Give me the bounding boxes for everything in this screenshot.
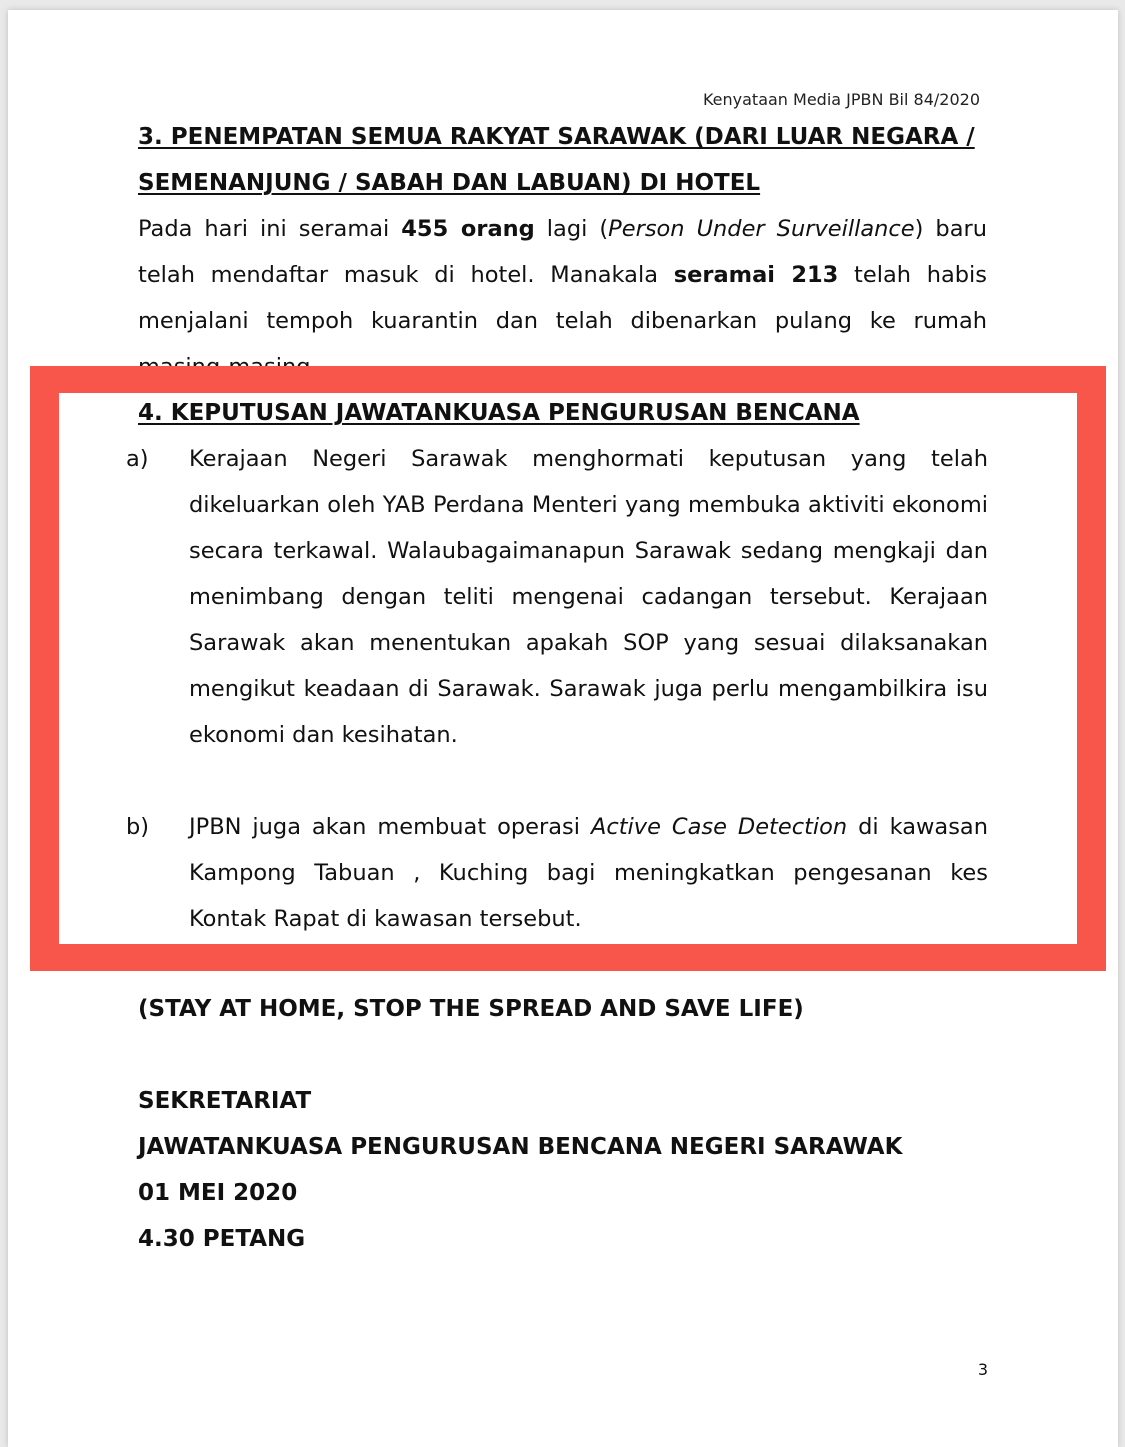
section-3-heading: 3. PENEMPATAN SEMUA RAKYAT SARAWAK (DARI LUAR NEGARA / SEMENANJUNG / SABAH DAN LABUAN) DI HOTEL bbox=[138, 124, 975, 196]
list-marker-a: a) bbox=[126, 446, 149, 472]
text-run: JPBN juga akan membuat operasi bbox=[189, 814, 591, 840]
signature-secretariat: SEKRETARIAT bbox=[138, 1088, 312, 1114]
text-run: di kawasan Kampong Tabuan , Kuching bagi meningkatkan pengesanan kes Kontak Rapat di kawasan tersebut. bbox=[189, 814, 988, 932]
completed-count: seramai 213 bbox=[673, 262, 839, 288]
section-3-paragraph bbox=[138, 206, 987, 390]
list-item-b-text bbox=[189, 804, 988, 942]
pus-count: 455 orang bbox=[401, 216, 535, 242]
signature-time: 4.30 PETANG bbox=[138, 1226, 306, 1252]
list-item-b bbox=[126, 804, 988, 942]
text-run: Pada hari ini seramai bbox=[138, 216, 402, 242]
list-item-a bbox=[126, 436, 988, 758]
text-run: ) baru telah mendaftar masuk di hotel. Manakala bbox=[138, 216, 987, 288]
document-page bbox=[8, 10, 1118, 1447]
active-case-detection-term: Active Case Detection bbox=[590, 814, 848, 840]
list-marker-b: b) bbox=[126, 814, 150, 840]
text-run: lagi ( bbox=[534, 216, 609, 242]
signature-date: 01 MEI 2020 bbox=[138, 1180, 298, 1206]
page-number: 3 bbox=[977, 1360, 988, 1379]
text-run: telah habis menjalani tempoh kuarantin dan telah dibenarkan pulang ke rumah bbox=[138, 262, 987, 334]
section-4-heading: 4. KEPUTUSAN JAWATANKUASA PENGURUSAN BENCANA bbox=[138, 400, 860, 426]
pus-term: Person Under Surveillance bbox=[608, 216, 915, 242]
list-item-a-text: Kerajaan Negeri Sarawak menghormati keputusan yang telah dikeluarkan oleh YAB Perdana Menteri yang membuka aktiviti ekonomi secara terkawal. Walaubagaimanapun Sarawak sedang mengkaji dan menimbang dengan teliti mengenai cadangan tersebut. Kerajaan Sarawak akan menentukan apakah SOP yang sesuai dilaksanakan mengikut keadaan di Sarawak. Sarawak juga perlu mengambilkira isu ekonomi dan kesihatan. bbox=[189, 446, 988, 748]
signature-committee: JAWATANKUASA PENGURUSAN BENCANA NEGERI SARAWAK bbox=[138, 1134, 903, 1160]
document-reference: Kenyataan Media JPBN Bil 84/2020 bbox=[702, 90, 980, 109]
slogan: (STAY AT HOME, STOP THE SPREAD AND SAVE LIFE) bbox=[138, 996, 804, 1022]
